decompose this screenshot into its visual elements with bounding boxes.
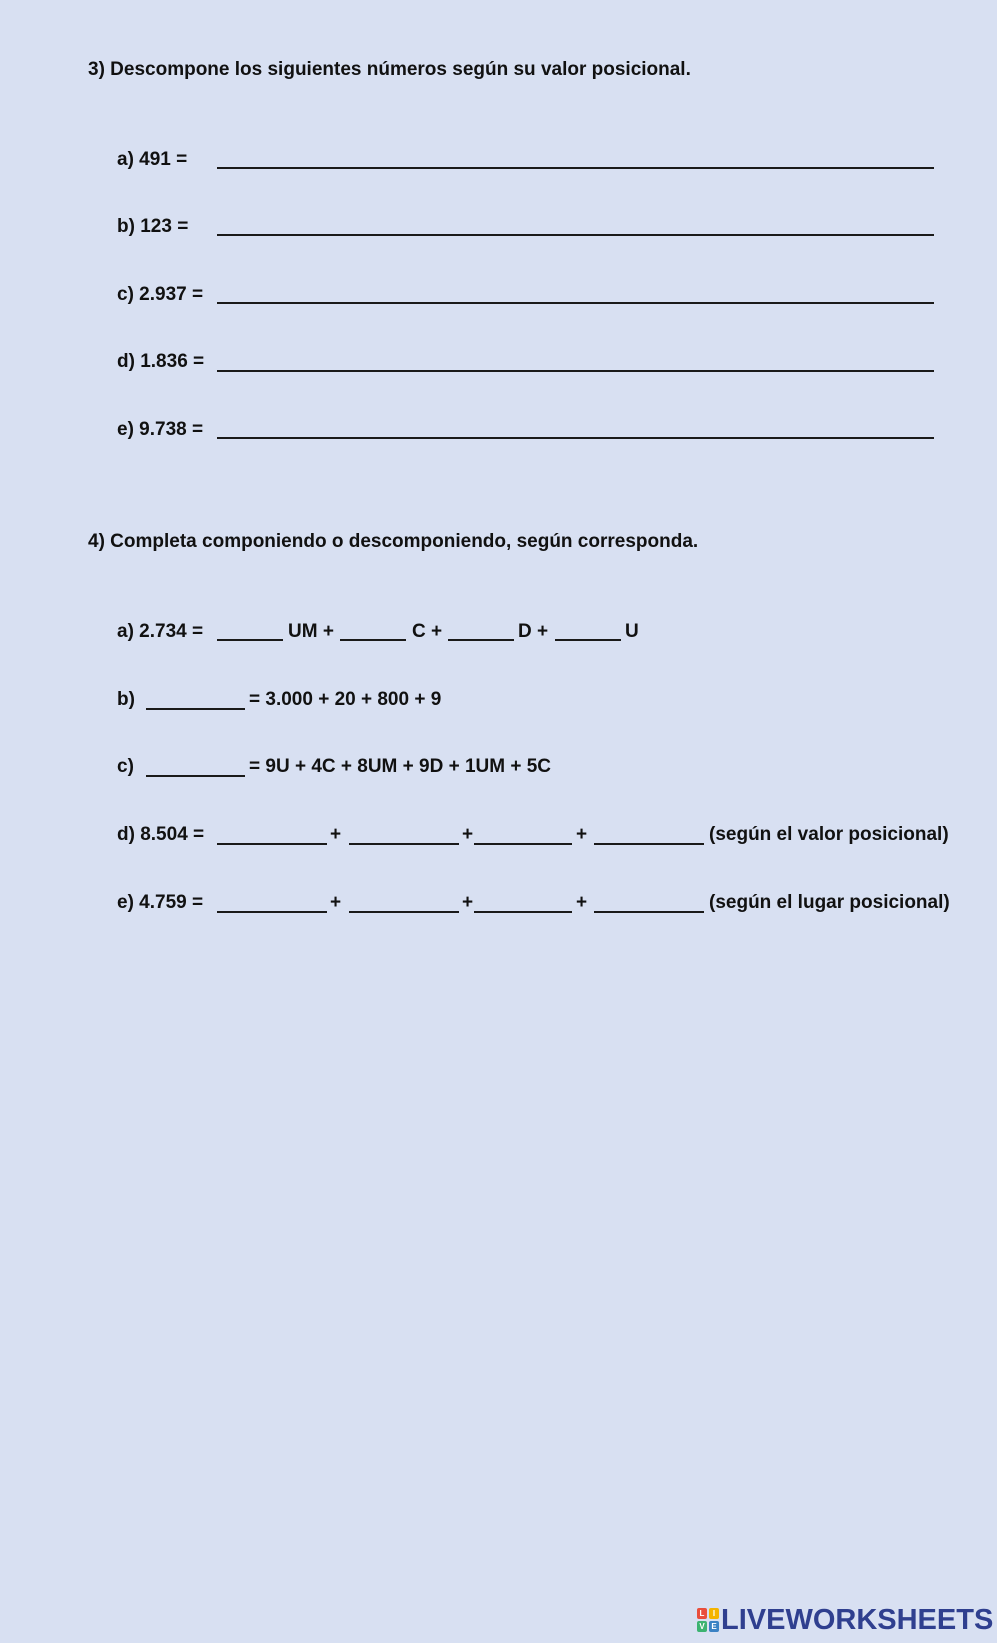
section-4-item-e-blank-1[interactable] (217, 911, 327, 913)
section-3-item-b-label: b) 123 = (117, 216, 189, 237)
section-4-item-a-u-label: U (625, 621, 639, 642)
section-4-item-e-blank-3[interactable] (474, 911, 572, 913)
section-3-item-c-answer[interactable] (217, 302, 934, 304)
section-4-item-a-u-blank[interactable] (555, 639, 621, 641)
liveworksheets-logo (697, 1605, 993, 1635)
section-4-item-d-prefix: d) 8.504 = (117, 824, 205, 845)
section-4-item-c-expression: = 9U + 4C + 8UM + 9D + 1UM + 5C (249, 756, 552, 777)
section-4-item-e-plus-2: + (462, 892, 474, 913)
section-4-item-e-plus-1: + (330, 892, 342, 913)
section-4-item-b-blank[interactable] (146, 708, 245, 710)
section-4-item-a-um-label: UM + (288, 621, 334, 642)
section-4-item-e-blank-2[interactable] (349, 911, 459, 913)
section-3-item-a-label: a) 491 = (117, 149, 188, 170)
section-4-item-d-blank-4[interactable] (594, 843, 704, 845)
logo-tile-l: L (697, 1608, 707, 1619)
section-4-item-a-c-label: C + (412, 621, 443, 642)
section-4-heading: 4) Completa componiendo o descomponiendo, según corresponda. (88, 531, 699, 552)
section-4-item-d-plus-1: + (330, 824, 342, 845)
section-4-item-e-plus-3: + (576, 892, 588, 913)
section-4-item-c-prefix: c) (117, 756, 134, 777)
section-4-item-a-d-label: D + (518, 621, 549, 642)
section-4-item-b-expression: = 3.000 + 20 + 800 + 9 (249, 689, 442, 710)
section-3-item-b-answer[interactable] (217, 234, 934, 236)
section-3-item-c-label: c) 2.937 = (117, 284, 204, 305)
section-4-item-d-plus-3: + (576, 824, 588, 845)
section-4-item-a-c-blank[interactable] (340, 639, 406, 641)
section-4-item-d-blank-2[interactable] (349, 843, 459, 845)
section-3-item-d-answer[interactable] (217, 370, 934, 372)
section-3-item-a-answer[interactable] (217, 167, 934, 169)
section-4-item-a-d-blank[interactable] (448, 639, 514, 641)
logo-tile-v: V (697, 1621, 707, 1632)
liveworksheets-logo-icon (697, 1608, 719, 1632)
section-3-item-e-label: e) 9.738 = (117, 419, 204, 440)
section-3-item-d-label: d) 1.836 = (117, 351, 205, 372)
section-4-item-d-blank-3[interactable] (474, 843, 572, 845)
section-4-item-c-blank[interactable] (146, 775, 245, 777)
section-3-item-e-answer[interactable] (217, 437, 934, 439)
section-3-heading: 3) Descompone los siguientes números según su valor posicional. (88, 59, 691, 80)
liveworksheets-logo-text: LIVEWORKSHEETS (721, 1604, 994, 1636)
section-4-item-d-note: (según el valor posicional) (709, 824, 949, 845)
section-4-item-d-blank-1[interactable] (217, 843, 327, 845)
logo-tile-e: E (709, 1621, 719, 1632)
section-4-item-d-plus-2: + (462, 824, 474, 845)
section-4-item-e-note: (según el lugar posicional) (709, 892, 950, 913)
section-4-item-e-prefix: e) 4.759 = (117, 892, 204, 913)
section-4-item-a-prefix: a) 2.734 = (117, 621, 204, 642)
section-4-item-a-um-blank[interactable] (217, 639, 283, 641)
section-4-item-e-blank-4[interactable] (594, 911, 704, 913)
logo-tile-i: I (709, 1608, 719, 1619)
section-4-item-b-prefix: b) (117, 689, 135, 710)
